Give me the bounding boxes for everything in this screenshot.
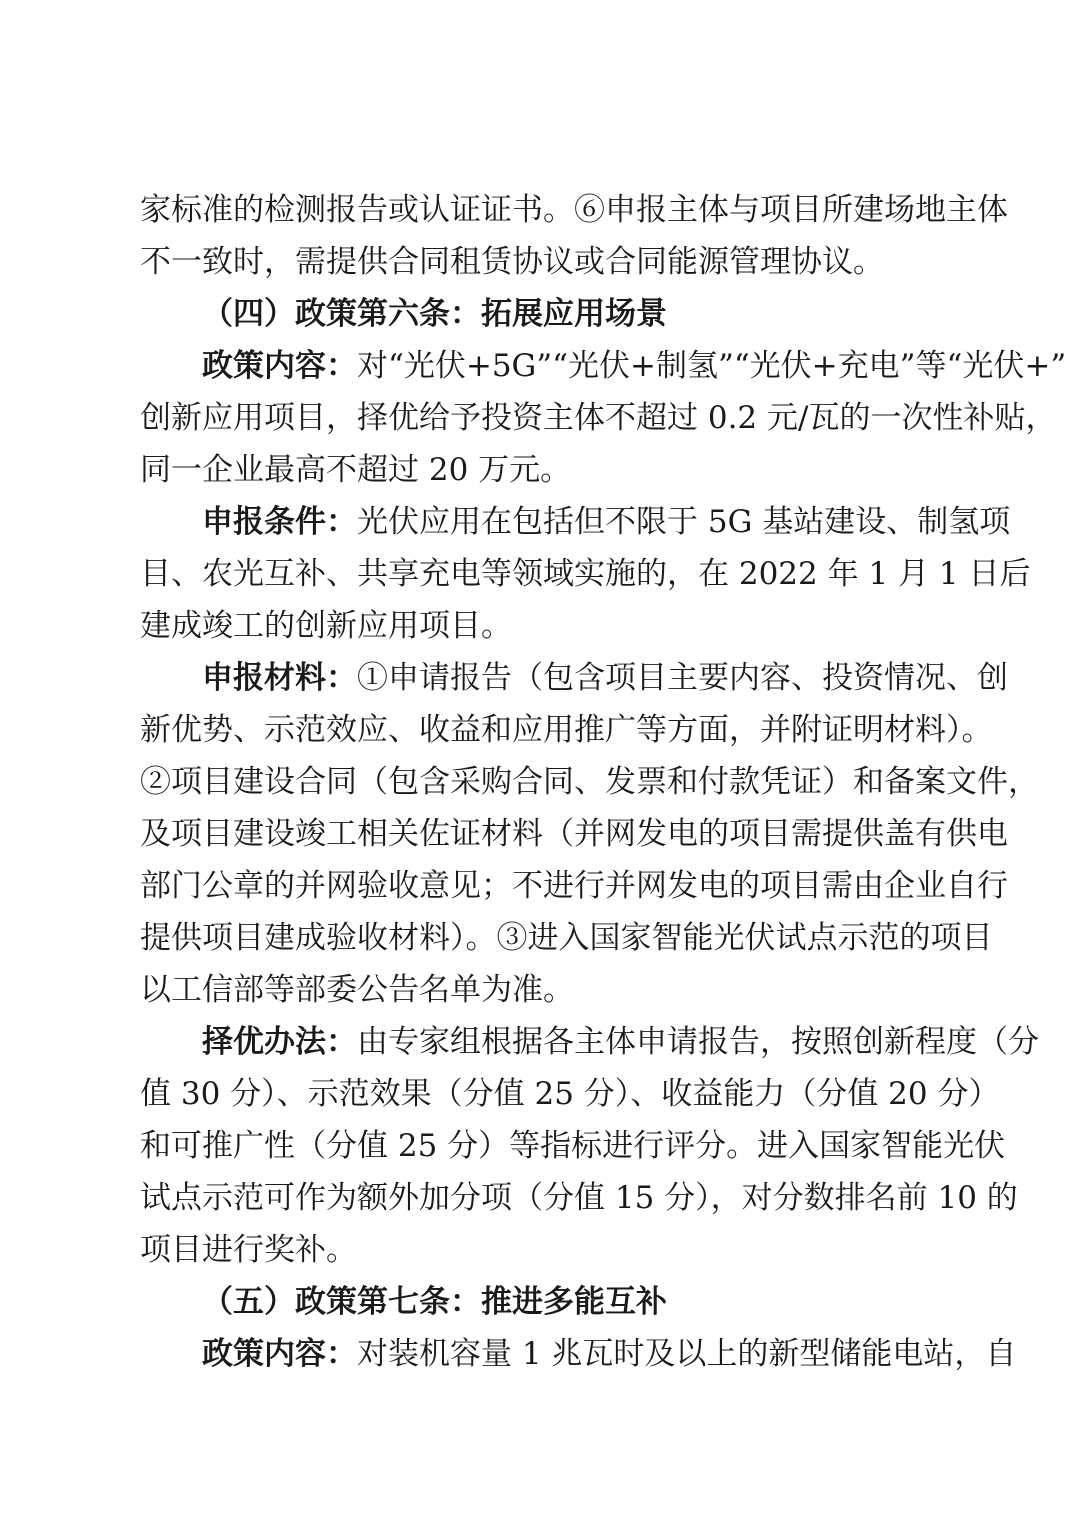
- text-line: 项目进行奖补。: [140, 1232, 357, 1268]
- paragraph-label: 政策内容：: [202, 1336, 357, 1372]
- paragraph-text: ①申请报告（包含项目主要内容、投资情况、创: [357, 660, 1008, 696]
- paragraph-first-line: [202, 658, 1008, 698]
- text-line: 创新应用项目，择优给予投资主体不超过 0.2 元/瓦的一次性补贴，: [140, 400, 1057, 436]
- section-heading-5: （五）政策第七条：推进多能互补: [202, 1284, 667, 1320]
- paragraph-text: 光伏应用在包括但不限于 5G 基站建设、制氢项: [357, 504, 1011, 540]
- paragraph-label: 申报材料：: [202, 660, 357, 696]
- text-line: 目、农光互补、共享充电等领域实施的，在 2022 年 1 月 1 日后: [140, 556, 1031, 592]
- text-line: 新优势、示范效应、收益和应用推广等方面，并附证明材料）。: [140, 712, 993, 748]
- paragraph-first-line: [202, 1334, 1017, 1374]
- paragraph-text: 对装机容量 1 兆瓦时及以上的新型储能电站，自: [357, 1336, 1017, 1372]
- text-line: 家标准的检测报告或认证证书。⑥申报主体与项目所建场地主体: [140, 192, 1008, 228]
- section-heading-4: （四）政策第六条：拓展应用场景: [202, 296, 667, 332]
- paragraph-label: 择优办法：: [202, 1024, 357, 1060]
- text-line: 及项目建设竣工相关佐证材料（并网发电的项目需提供盖有供电: [140, 816, 1008, 852]
- text-line: 和可推广性（分值 25 分）等指标进行评分。进入国家智能光伏: [140, 1128, 1006, 1164]
- text-line: 提供项目建成验收材料）。③进入国家智能光伏试点示范的项目: [140, 920, 993, 956]
- paragraph-label: 政策内容：: [202, 348, 357, 384]
- text-line: 不一致时，需提供合同租赁协议或合同能源管理协议。: [140, 244, 884, 280]
- text-line: 值 30 分）、示范效果（分值 25 分）、收益能力（分值 20 分）: [140, 1076, 1000, 1112]
- text-line: 建成竣工的创新应用项目。: [140, 608, 512, 644]
- paragraph-first-line: [202, 502, 1011, 542]
- text-line: 部门公章的并网验收意见；不进行并网发电的项目需由企业自行: [140, 868, 1008, 904]
- paragraph-text: 对“光伏+5G”“光伏+制氢”“光伏+充电”等“光伏+”: [357, 348, 1067, 384]
- paragraph-first-line: [202, 346, 1067, 386]
- paragraph-first-line: [202, 1022, 1039, 1062]
- paragraph-text: 由专家组根据各主体申请报告，按照创新程度（分: [357, 1024, 1039, 1060]
- text-line: 以工信部等部委公告名单为准。: [140, 972, 574, 1008]
- paragraph-label: 申报条件：: [202, 504, 357, 540]
- text-line: ②项目建设合同（包含采购合同、发票和付款凭证）和备案文件，: [140, 764, 1039, 800]
- text-line: 同一企业最高不超过 20 万元。: [140, 452, 572, 488]
- text-line: 试点示范可作为额外加分项（分值 15 分），对分数排名前 10 的: [140, 1180, 1018, 1216]
